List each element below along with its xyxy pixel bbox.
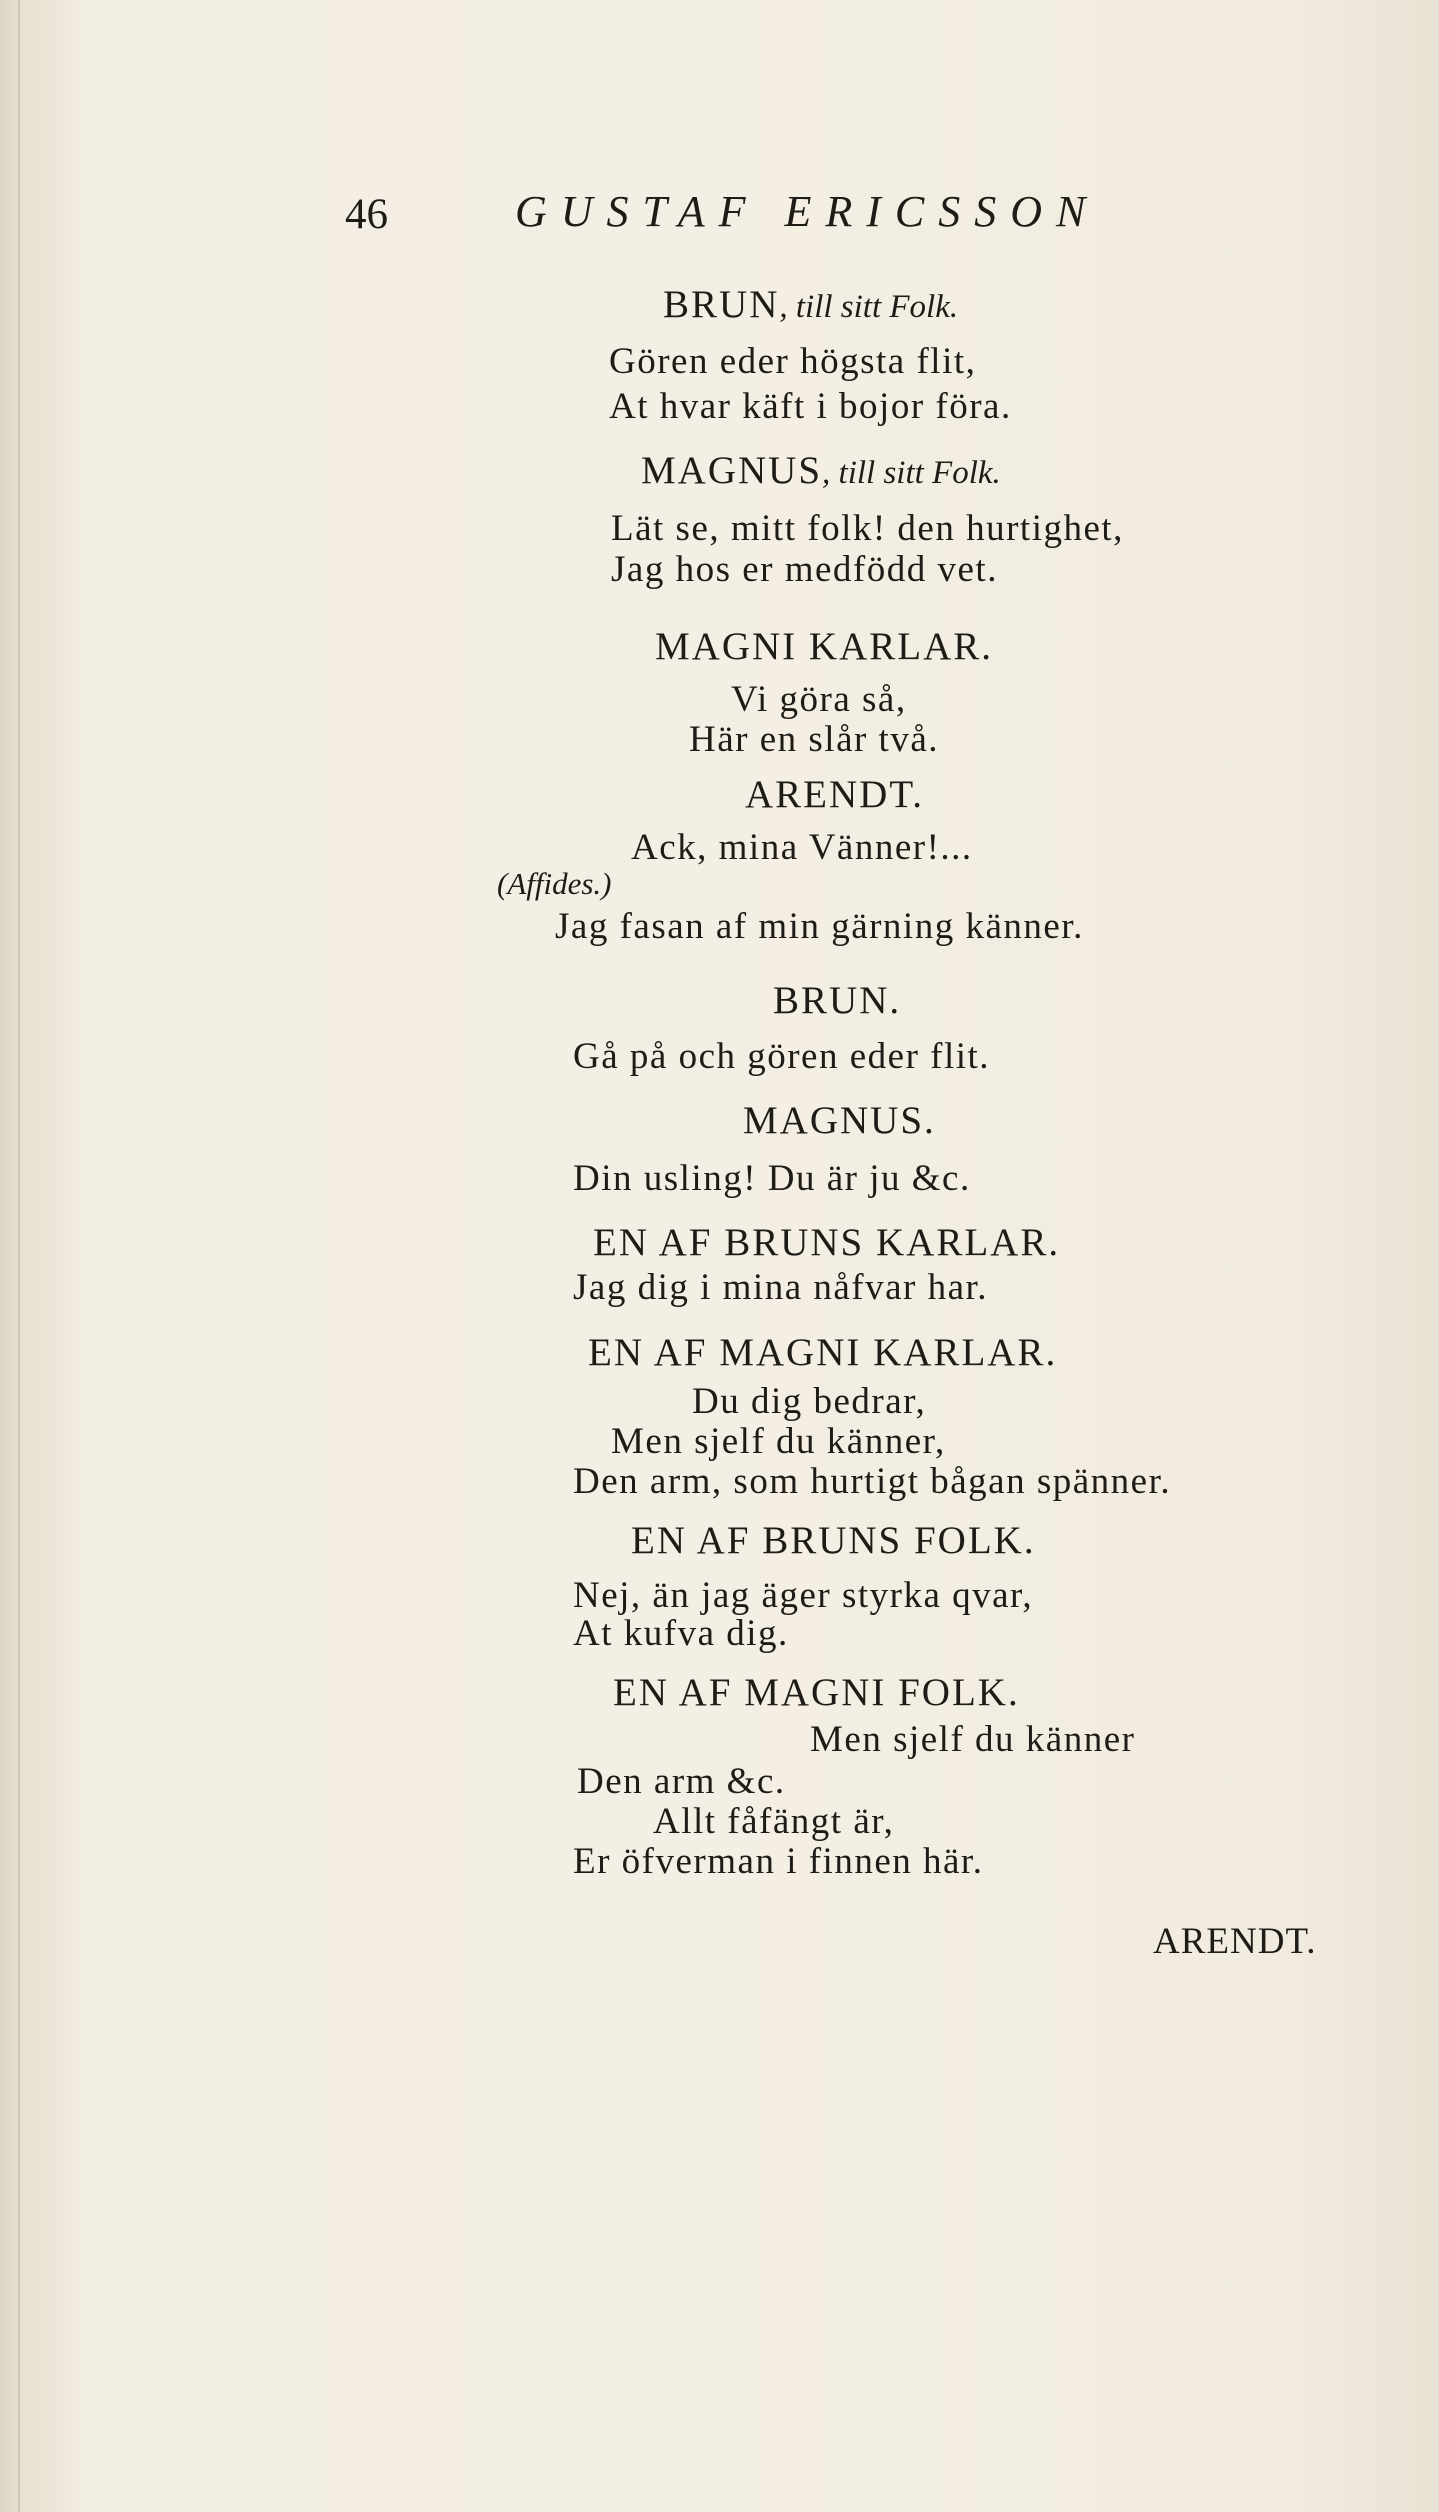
verse-line: Din usling! Du är ju &c. [573, 1158, 971, 1199]
page-gutter-shadow [0, 0, 70, 2512]
verse-line: At kufva dig. [573, 1613, 789, 1654]
verse-line: Den arm, som hurtigt bågan spänner. [573, 1461, 1172, 1502]
verse-line: Allt fåfängt är, [653, 1801, 895, 1842]
stage-direction: , till sitt Folk. [822, 455, 1001, 491]
speaker-heading [663, 282, 958, 327]
stage-direction: , till sitt Folk. [779, 289, 959, 325]
speaker-heading [641, 448, 1001, 493]
verse-line: Nej, än jag äger styrka qvar, [573, 1575, 1034, 1616]
page-edge-line [18, 0, 20, 2512]
verse-line: Lät se, mitt folk! den hurtighet, [611, 508, 1124, 549]
speaker-heading: EN AF MAGNI FOLK. [613, 1671, 1020, 1714]
speaker-name: BRUN [663, 283, 780, 326]
verse-line: Här en slår två. [689, 719, 940, 760]
speaker-heading: EN AF BRUNS FOLK. [631, 1519, 1036, 1562]
speaker-heading: EN AF MAGNI KARLAR. [588, 1331, 1058, 1374]
verse-line: Du dig bedrar, [692, 1381, 927, 1422]
verse-line: Den arm &c. [577, 1761, 786, 1802]
speaker-heading: EN AF BRUNS KARLAR. [593, 1221, 1061, 1264]
speaker-heading: ARENDT. [745, 773, 925, 816]
verse-line: At hvar käft i bojor föra. [609, 386, 1012, 427]
verse-line: Men sjelf du känner, [611, 1421, 946, 1462]
verse-line: Jag dig i mina nåfvar har. [573, 1267, 989, 1308]
verse-line: Gå på och gören eder flit. [573, 1036, 991, 1077]
speaker-heading: MAGNI KARLAR. [655, 625, 993, 668]
speaker-heading: BRUN. [773, 979, 902, 1022]
stage-direction-aside: (Affides.) [497, 866, 612, 901]
verse-line: Ack, mina Vänner!... [631, 827, 973, 868]
verse-line: Gören eder högsta flit, [609, 341, 977, 382]
running-head: GUSTAF ERICSSON [515, 187, 1100, 236]
speaker-heading: MAGNUS. [743, 1099, 936, 1142]
verse-line: Vi göra så, [731, 679, 907, 720]
speaker-name: MAGNUS [641, 449, 823, 492]
verse-line: Jag fasan af min gärning känner. [555, 906, 1084, 947]
verse-line: Men sjelf du känner [810, 1719, 1136, 1760]
verse-line: Jag hos er medfödd vet. [611, 549, 998, 590]
verse-line: Er öfverman i finnen här. [573, 1841, 984, 1882]
page-number: 46 [345, 191, 388, 238]
catchword: ARENDT. [1153, 1921, 1317, 1962]
